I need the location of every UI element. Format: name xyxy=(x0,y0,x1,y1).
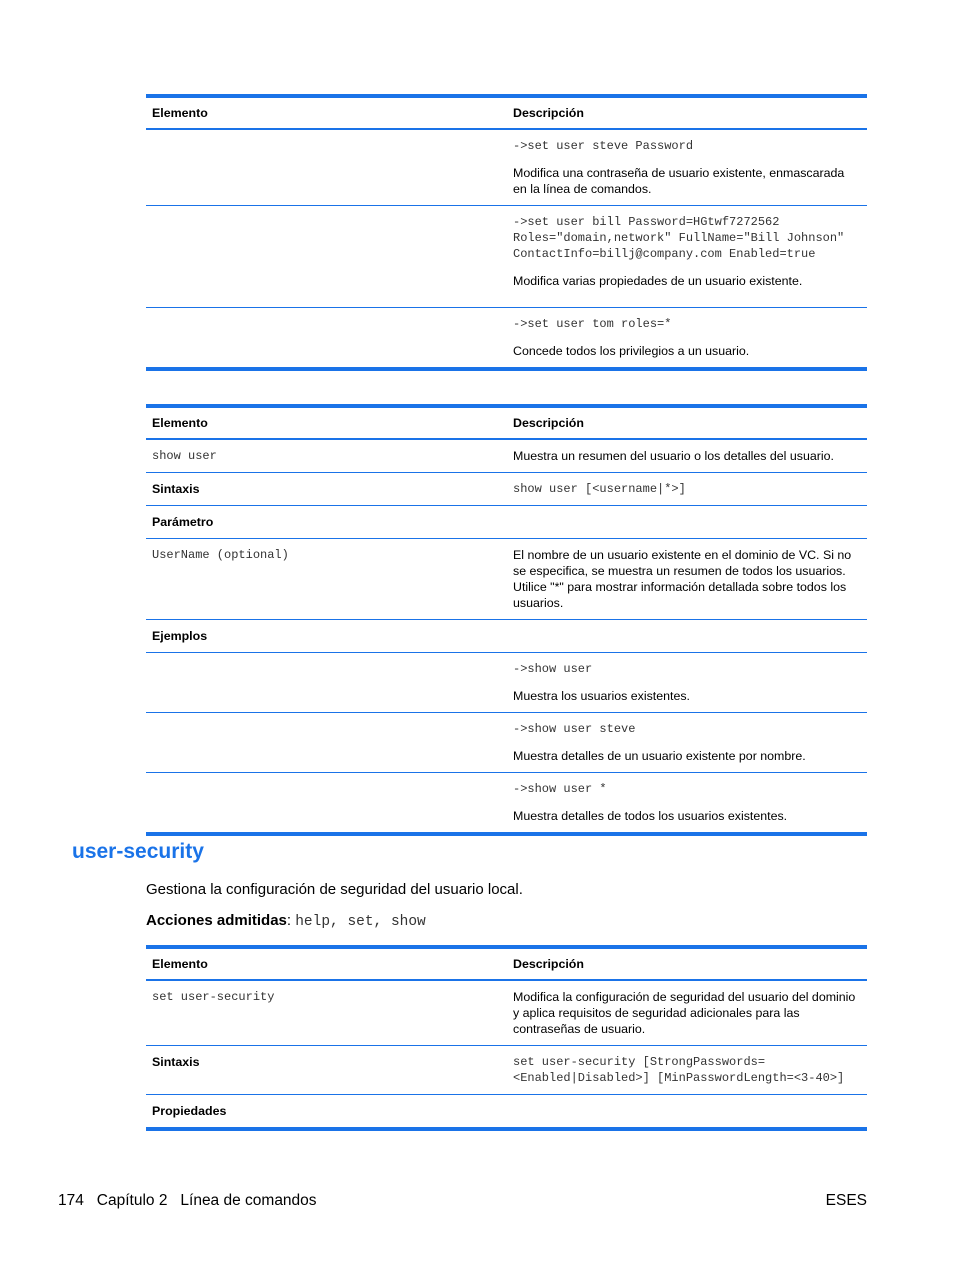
element-cell xyxy=(146,206,507,308)
parameter-description: El nombre de un usuario existente en el dominio de VC. Si no se especifica, se muestra un resumen de todos los usuarios. Utilice "*" para mostrar información detallada sobre todos los usuarios. xyxy=(513,548,852,610)
command-description: Muestra los usuarios existentes. xyxy=(513,689,690,703)
command-description: Muestra detalles de un usuario existente por nombre. xyxy=(513,749,806,763)
table-set-user-examples xyxy=(146,94,867,371)
page-footer-left xyxy=(58,1192,317,1210)
column-header-elemento: Elemento xyxy=(152,416,208,430)
table-row xyxy=(146,773,867,835)
supported-actions xyxy=(146,912,426,930)
column-header-elemento: Elemento xyxy=(152,957,208,971)
command-description: Muestra detalles de todos los usuarios existentes. xyxy=(513,809,788,823)
command-name: set user-security xyxy=(152,990,275,1004)
table-header-row xyxy=(146,406,867,439)
command-example: ->show user xyxy=(513,662,593,676)
parameter-name: UserName (optional) xyxy=(152,548,289,562)
command-description: Modifica la configuración de seguridad del usuario del dominio y aplica requisitos de seguridad adicionales para las contraseñas de usuario. xyxy=(513,990,856,1036)
parameter-label: Parámetro xyxy=(152,515,214,529)
table-user-security xyxy=(146,945,867,1131)
syntax-label: Sintaxis xyxy=(152,1055,200,1069)
parameter-value xyxy=(507,506,867,539)
table-row xyxy=(146,206,867,308)
table-header-row xyxy=(146,947,867,980)
supported-actions-label: Acciones admitidas xyxy=(146,912,287,929)
supported-actions-values: help, set, show xyxy=(295,914,426,930)
element-cell xyxy=(146,653,507,713)
page-footer-right: ESES xyxy=(825,1192,867,1209)
description-cell xyxy=(507,206,867,308)
table-row xyxy=(146,129,867,206)
element-cell xyxy=(146,773,507,835)
table-header-row xyxy=(146,96,867,129)
command-description: Modifica una contraseña de usuario existente, enmascarada en la línea de comandos. xyxy=(513,166,845,196)
description-cell xyxy=(507,129,867,206)
table-row xyxy=(146,653,867,713)
supported-actions-separator: : xyxy=(286,912,296,929)
element-cell xyxy=(146,308,507,370)
table-row xyxy=(146,439,867,473)
command-description: Modifica varias propiedades de un usuario existente. xyxy=(513,274,803,288)
section-intro: Gestiona la configuración de seguridad del usuario local. xyxy=(146,881,523,898)
description-cell xyxy=(507,713,867,773)
command-example: ->show user * xyxy=(513,782,607,796)
column-header-descripcion: Descripción xyxy=(513,957,584,971)
command-example: ->set user steve Password xyxy=(513,139,694,153)
table-row xyxy=(146,539,867,620)
properties-label: Propiedades xyxy=(152,1104,227,1118)
section-title: user-security xyxy=(72,840,204,863)
table-row xyxy=(146,620,867,653)
column-header-elemento: Elemento xyxy=(152,106,208,120)
command-example: ->set user bill Password=HGtwf7272562 Roles="domain,network" FullName="Bill Johnson" ContactInfo=billj@company.com Enabled=true xyxy=(513,215,852,261)
table-show-user xyxy=(146,404,867,836)
properties-value xyxy=(507,1095,867,1130)
command-example: ->show user steve xyxy=(513,722,636,736)
table-row xyxy=(146,308,867,370)
examples-value xyxy=(507,620,867,653)
command-example: ->set user tom roles=* xyxy=(513,317,672,331)
page-number: 174 xyxy=(58,1192,84,1209)
table-row xyxy=(146,473,867,506)
examples-label: Ejemplos xyxy=(152,629,208,643)
table-row xyxy=(146,506,867,539)
element-cell xyxy=(146,713,507,773)
chapter-title: Línea de comandos xyxy=(180,1192,317,1209)
table-row xyxy=(146,1046,867,1095)
description-cell xyxy=(507,773,867,835)
description-cell xyxy=(507,308,867,370)
table-row xyxy=(146,980,867,1046)
syntax-label: Sintaxis xyxy=(152,482,200,496)
column-header-descripcion: Descripción xyxy=(513,416,584,430)
column-header-descripcion: Descripción xyxy=(513,106,584,120)
command-description: Concede todos los privilegios a un usuario. xyxy=(513,344,750,358)
description-cell xyxy=(507,653,867,713)
syntax-value: set user-security [StrongPasswords=<Enabled|Disabled>] [MinPasswordLength=<3-40>] xyxy=(513,1055,845,1085)
chapter-label: Capítulo 2 xyxy=(96,1192,168,1209)
table-row xyxy=(146,1095,867,1130)
element-cell xyxy=(146,129,507,206)
command-description: Muestra un resumen del usuario o los detalles del usuario. xyxy=(513,449,834,463)
command-name: show user xyxy=(152,449,217,463)
syntax-value: show user [<username|*>] xyxy=(513,482,686,496)
table-row xyxy=(146,713,867,773)
